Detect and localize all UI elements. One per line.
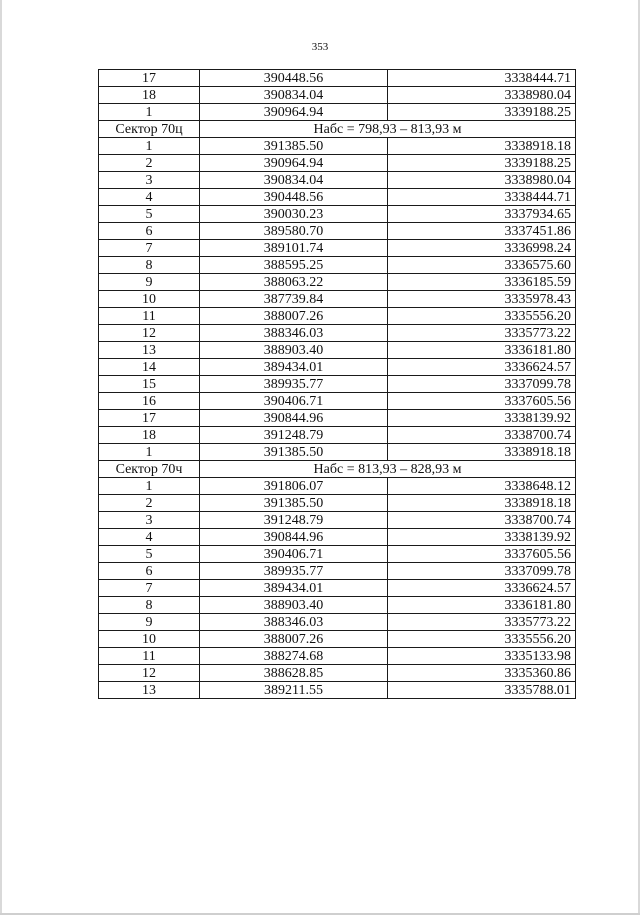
coordinate-y: 3338918.18 xyxy=(388,138,576,155)
point-number: 18 xyxy=(99,427,200,444)
table-row xyxy=(99,410,576,427)
sector-header-row xyxy=(99,121,576,138)
table-row xyxy=(99,189,576,206)
coordinate-x: 389211.55 xyxy=(200,682,388,699)
point-number: 10 xyxy=(99,291,200,308)
point-number: 10 xyxy=(99,631,200,648)
table-row xyxy=(99,444,576,461)
point-number: 11 xyxy=(99,648,200,665)
coordinate-x: 391385.50 xyxy=(200,138,388,155)
coordinate-y: 3338980.04 xyxy=(388,87,576,104)
coordinate-x: 390844.96 xyxy=(200,410,388,427)
coordinates-table-body xyxy=(99,70,576,699)
coordinate-y: 3337934.65 xyxy=(388,206,576,223)
point-number: 17 xyxy=(99,70,200,87)
coordinate-x: 388903.40 xyxy=(200,342,388,359)
coordinate-x: 391248.79 xyxy=(200,512,388,529)
sector-name: Сектор 70ч xyxy=(99,461,200,478)
point-number: 13 xyxy=(99,342,200,359)
point-number: 4 xyxy=(99,529,200,546)
table-row xyxy=(99,546,576,563)
sector-altitude: Набс = 798,93 – 813,93 м xyxy=(200,121,576,138)
table-row xyxy=(99,155,576,172)
table-row xyxy=(99,70,576,87)
point-number: 17 xyxy=(99,410,200,427)
table-row xyxy=(99,291,576,308)
point-number: 5 xyxy=(99,206,200,223)
coordinate-x: 390834.04 xyxy=(200,87,388,104)
table-row xyxy=(99,478,576,495)
table-row xyxy=(99,274,576,291)
sector-header-row xyxy=(99,461,576,478)
coordinate-x: 391385.50 xyxy=(200,444,388,461)
table-row xyxy=(99,308,576,325)
point-number: 8 xyxy=(99,257,200,274)
coordinate-y: 3337605.56 xyxy=(388,393,576,410)
coordinate-y: 3336181.80 xyxy=(388,342,576,359)
coordinate-y: 3338918.18 xyxy=(388,495,576,512)
coordinate-y: 3338700.74 xyxy=(388,427,576,444)
point-number: 9 xyxy=(99,614,200,631)
coordinate-y: 3335556.20 xyxy=(388,308,576,325)
coordinate-x: 388628.85 xyxy=(200,665,388,682)
coordinate-y: 3335556.20 xyxy=(388,631,576,648)
coordinate-x: 388346.03 xyxy=(200,325,388,342)
coordinate-y: 3336624.57 xyxy=(388,359,576,376)
coordinate-x: 391806.07 xyxy=(200,478,388,495)
coordinate-x: 388007.26 xyxy=(200,308,388,325)
coordinate-y: 3338139.92 xyxy=(388,410,576,427)
table-row xyxy=(99,223,576,240)
point-number: 7 xyxy=(99,580,200,597)
point-number: 8 xyxy=(99,597,200,614)
point-number: 14 xyxy=(99,359,200,376)
point-number: 4 xyxy=(99,189,200,206)
table-row xyxy=(99,563,576,580)
coordinate-y: 3339188.25 xyxy=(388,104,576,121)
coordinates-table xyxy=(98,69,576,699)
point-number: 15 xyxy=(99,376,200,393)
coordinate-y: 3336624.57 xyxy=(388,580,576,597)
point-number: 1 xyxy=(99,478,200,495)
sector-name: Сектор 70ц xyxy=(99,121,200,138)
table-row xyxy=(99,376,576,393)
coordinate-y: 3335773.22 xyxy=(388,614,576,631)
table-row xyxy=(99,427,576,444)
coordinate-x: 391248.79 xyxy=(200,427,388,444)
coordinate-y: 3336998.24 xyxy=(388,240,576,257)
point-number: 3 xyxy=(99,172,200,189)
coordinate-x: 390964.94 xyxy=(200,155,388,172)
coordinate-x: 389434.01 xyxy=(200,580,388,597)
point-number: 18 xyxy=(99,87,200,104)
table-row xyxy=(99,631,576,648)
coordinate-y: 3339188.25 xyxy=(388,155,576,172)
table-row xyxy=(99,597,576,614)
table-row xyxy=(99,529,576,546)
point-number: 13 xyxy=(99,682,200,699)
coordinate-x: 391385.50 xyxy=(200,495,388,512)
coordinate-y: 3335360.86 xyxy=(388,665,576,682)
table-row xyxy=(99,393,576,410)
coordinate-y: 3336181.80 xyxy=(388,597,576,614)
coordinate-x: 389935.77 xyxy=(200,563,388,580)
coordinate-y: 3338918.18 xyxy=(388,444,576,461)
coordinate-x: 390844.96 xyxy=(200,529,388,546)
table-row xyxy=(99,206,576,223)
point-number: 12 xyxy=(99,665,200,682)
coordinate-x: 390448.56 xyxy=(200,70,388,87)
coordinate-x: 389580.70 xyxy=(200,223,388,240)
scan-edge-left xyxy=(0,0,2,915)
coordinate-y: 3335133.98 xyxy=(388,648,576,665)
table-row xyxy=(99,87,576,104)
coordinate-x: 389935.77 xyxy=(200,376,388,393)
point-number: 9 xyxy=(99,274,200,291)
coordinate-x: 388063.22 xyxy=(200,274,388,291)
coordinate-y: 3335978.43 xyxy=(388,291,576,308)
coordinate-x: 389434.01 xyxy=(200,359,388,376)
coordinate-x: 390448.56 xyxy=(200,189,388,206)
coordinate-x: 388346.03 xyxy=(200,614,388,631)
coordinate-x: 388274.68 xyxy=(200,648,388,665)
point-number: 1 xyxy=(99,138,200,155)
point-number: 3 xyxy=(99,512,200,529)
table-row xyxy=(99,342,576,359)
table-row xyxy=(99,682,576,699)
coordinate-y: 3335773.22 xyxy=(388,325,576,342)
table-row xyxy=(99,325,576,342)
table-row xyxy=(99,138,576,155)
coordinate-y: 3338444.71 xyxy=(388,189,576,206)
table-row xyxy=(99,614,576,631)
coordinate-y: 3338444.71 xyxy=(388,70,576,87)
point-number: 2 xyxy=(99,495,200,512)
coordinate-y: 3338980.04 xyxy=(388,172,576,189)
coordinate-x: 390406.71 xyxy=(200,546,388,563)
point-number: 2 xyxy=(99,155,200,172)
coordinate-x: 387739.84 xyxy=(200,291,388,308)
table-row xyxy=(99,359,576,376)
table-row xyxy=(99,648,576,665)
table-row xyxy=(99,257,576,274)
table-row xyxy=(99,665,576,682)
point-number: 12 xyxy=(99,325,200,342)
point-number: 11 xyxy=(99,308,200,325)
coordinate-x: 390964.94 xyxy=(200,104,388,121)
table-row xyxy=(99,512,576,529)
table-row xyxy=(99,104,576,121)
point-number: 7 xyxy=(99,240,200,257)
coordinate-x: 388903.40 xyxy=(200,597,388,614)
point-number: 1 xyxy=(99,104,200,121)
sector-altitude: Набс = 813,93 – 828,93 м xyxy=(200,461,576,478)
coordinate-y: 3337605.56 xyxy=(388,546,576,563)
coordinate-x: 388595.25 xyxy=(200,257,388,274)
coordinate-y: 3338139.92 xyxy=(388,529,576,546)
coordinate-y: 3335788.01 xyxy=(388,682,576,699)
coordinate-x: 390030.23 xyxy=(200,206,388,223)
coordinate-y: 3337451.86 xyxy=(388,223,576,240)
page-number: 353 xyxy=(311,41,329,53)
coordinate-y: 3336185.59 xyxy=(388,274,576,291)
table-row xyxy=(99,240,576,257)
coordinate-x: 388007.26 xyxy=(200,631,388,648)
point-number: 1 xyxy=(99,444,200,461)
table-row xyxy=(99,172,576,189)
point-number: 6 xyxy=(99,563,200,580)
coordinate-x: 390834.04 xyxy=(200,172,388,189)
coordinate-y: 3337099.78 xyxy=(388,563,576,580)
point-number: 16 xyxy=(99,393,200,410)
table-row xyxy=(99,495,576,512)
coordinate-x: 390406.71 xyxy=(200,393,388,410)
coordinate-y: 3336575.60 xyxy=(388,257,576,274)
table-row xyxy=(99,580,576,597)
coordinate-y: 3338648.12 xyxy=(388,478,576,495)
coordinate-y: 3337099.78 xyxy=(388,376,576,393)
point-number: 5 xyxy=(99,546,200,563)
point-number: 6 xyxy=(99,223,200,240)
coordinate-y: 3338700.74 xyxy=(388,512,576,529)
coordinate-x: 389101.74 xyxy=(200,240,388,257)
